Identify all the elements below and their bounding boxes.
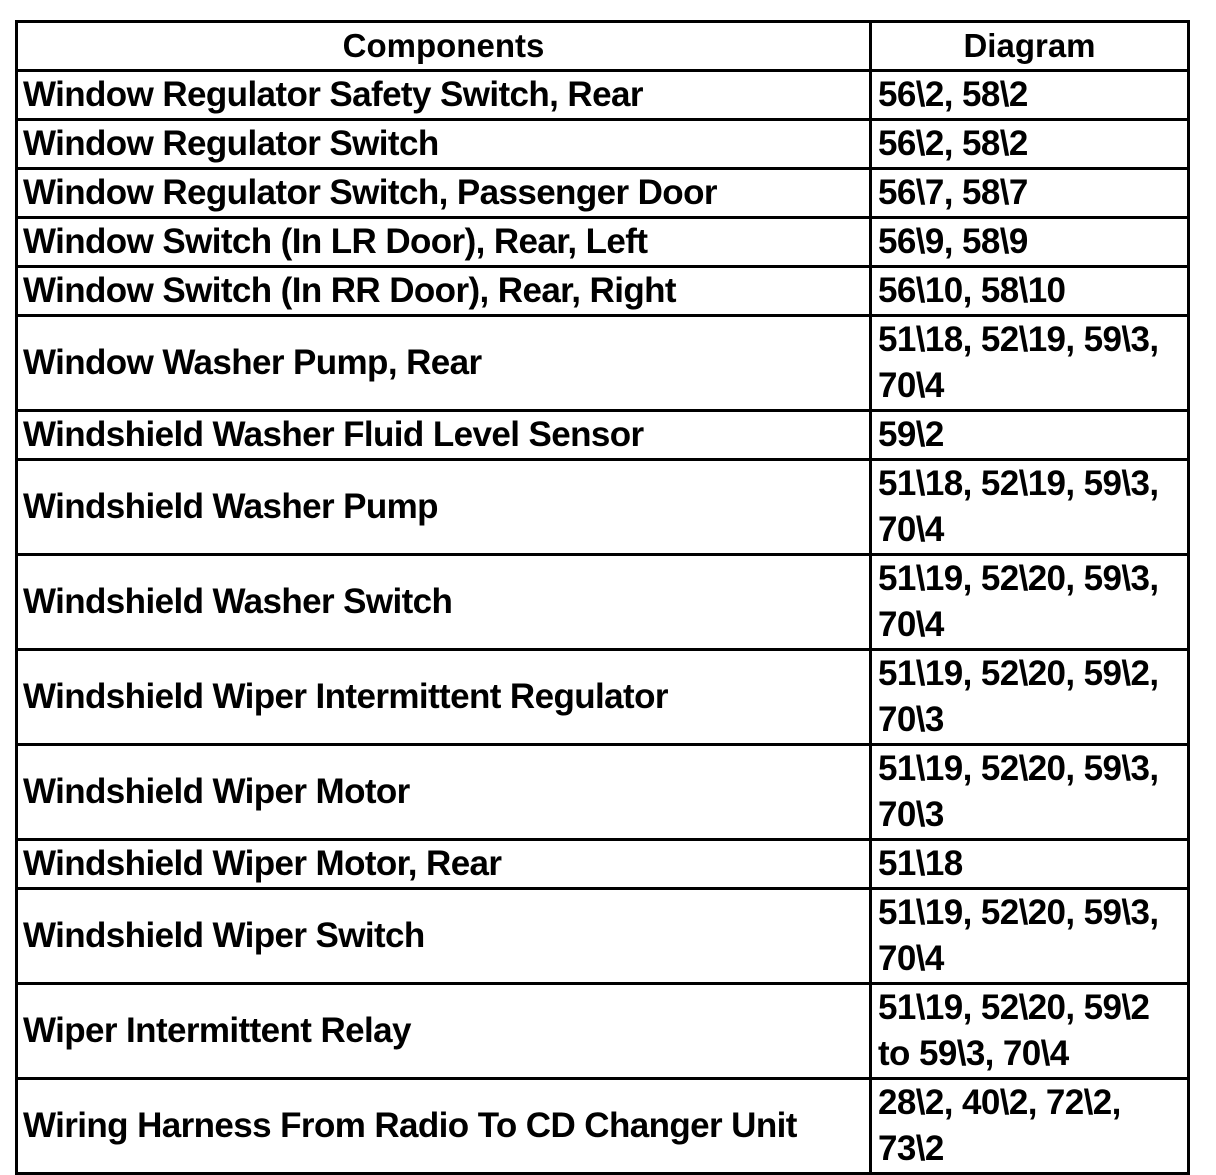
table-row [17,650,1189,745]
component-cell: Window Switch (In LR Door), Rear, Left [17,218,871,267]
diagram-cell: 51\19, 52\20, 59\2, 70\3 [871,650,1189,745]
component-cell: Windshield Wiper Switch [17,889,871,984]
component-cell: Wiper Intermittent Relay [17,984,871,1079]
table-row [17,889,1189,984]
component-cell: Window Regulator Switch, Passenger Door [17,169,871,218]
table-row [17,460,1189,555]
diagram-cell: 59\2 [871,411,1189,460]
diagram-cell: 56\7, 58\7 [871,169,1189,218]
component-cell: Window Regulator Safety Switch, Rear [17,71,871,120]
component-cell: Windshield Wiper Intermittent Regulator [17,650,871,745]
header-diagram: Diagram [871,22,1189,71]
table-row [17,218,1189,267]
diagram-cell: 28\2, 40\2, 72\2, 73\2 [871,1079,1189,1174]
diagram-cell: 51\19, 52\20, 59\3, 70\3 [871,745,1189,840]
document-page [15,20,1187,1175]
component-diagram-table [15,20,1190,1175]
table-row [17,169,1189,218]
component-cell: Windshield Wiper Motor, Rear [17,840,871,889]
component-cell: Window Regulator Switch [17,120,871,169]
diagram-cell: 56\10, 58\10 [871,267,1189,316]
diagram-cell: 51\19, 52\20, 59\3, 70\4 [871,889,1189,984]
diagram-cell: 51\18 [871,840,1189,889]
diagram-cell: 56\2, 58\2 [871,120,1189,169]
diagram-cell: 51\19, 52\20, 59\2 to 59\3, 70\4 [871,984,1189,1079]
diagram-cell: 51\18, 52\19, 59\3, 70\4 [871,460,1189,555]
table-row [17,411,1189,460]
header-components: Components [17,22,871,71]
table-row [17,71,1189,120]
diagram-cell: 51\19, 52\20, 59\3, 70\4 [871,555,1189,650]
table-row [17,840,1189,889]
table-row [17,555,1189,650]
component-cell: Window Switch (In RR Door), Rear, Right [17,267,871,316]
component-cell: Windshield Washer Fluid Level Sensor [17,411,871,460]
diagram-cell: 56\2, 58\2 [871,71,1189,120]
table-row [17,120,1189,169]
diagram-cell: 51\18, 52\19, 59\3, 70\4 [871,316,1189,411]
component-cell: Window Washer Pump, Rear [17,316,871,411]
table-row [17,316,1189,411]
component-cell: Wiring Harness From Radio To CD Changer Unit [17,1079,871,1174]
table-header-row [17,22,1189,71]
table-row [17,984,1189,1079]
table-row [17,1079,1189,1174]
table-row [17,267,1189,316]
component-cell: Windshield Washer Switch [17,555,871,650]
component-cell: Windshield Wiper Motor [17,745,871,840]
diagram-cell: 56\9, 58\9 [871,218,1189,267]
component-cell: Windshield Washer Pump [17,460,871,555]
table-row [17,745,1189,840]
